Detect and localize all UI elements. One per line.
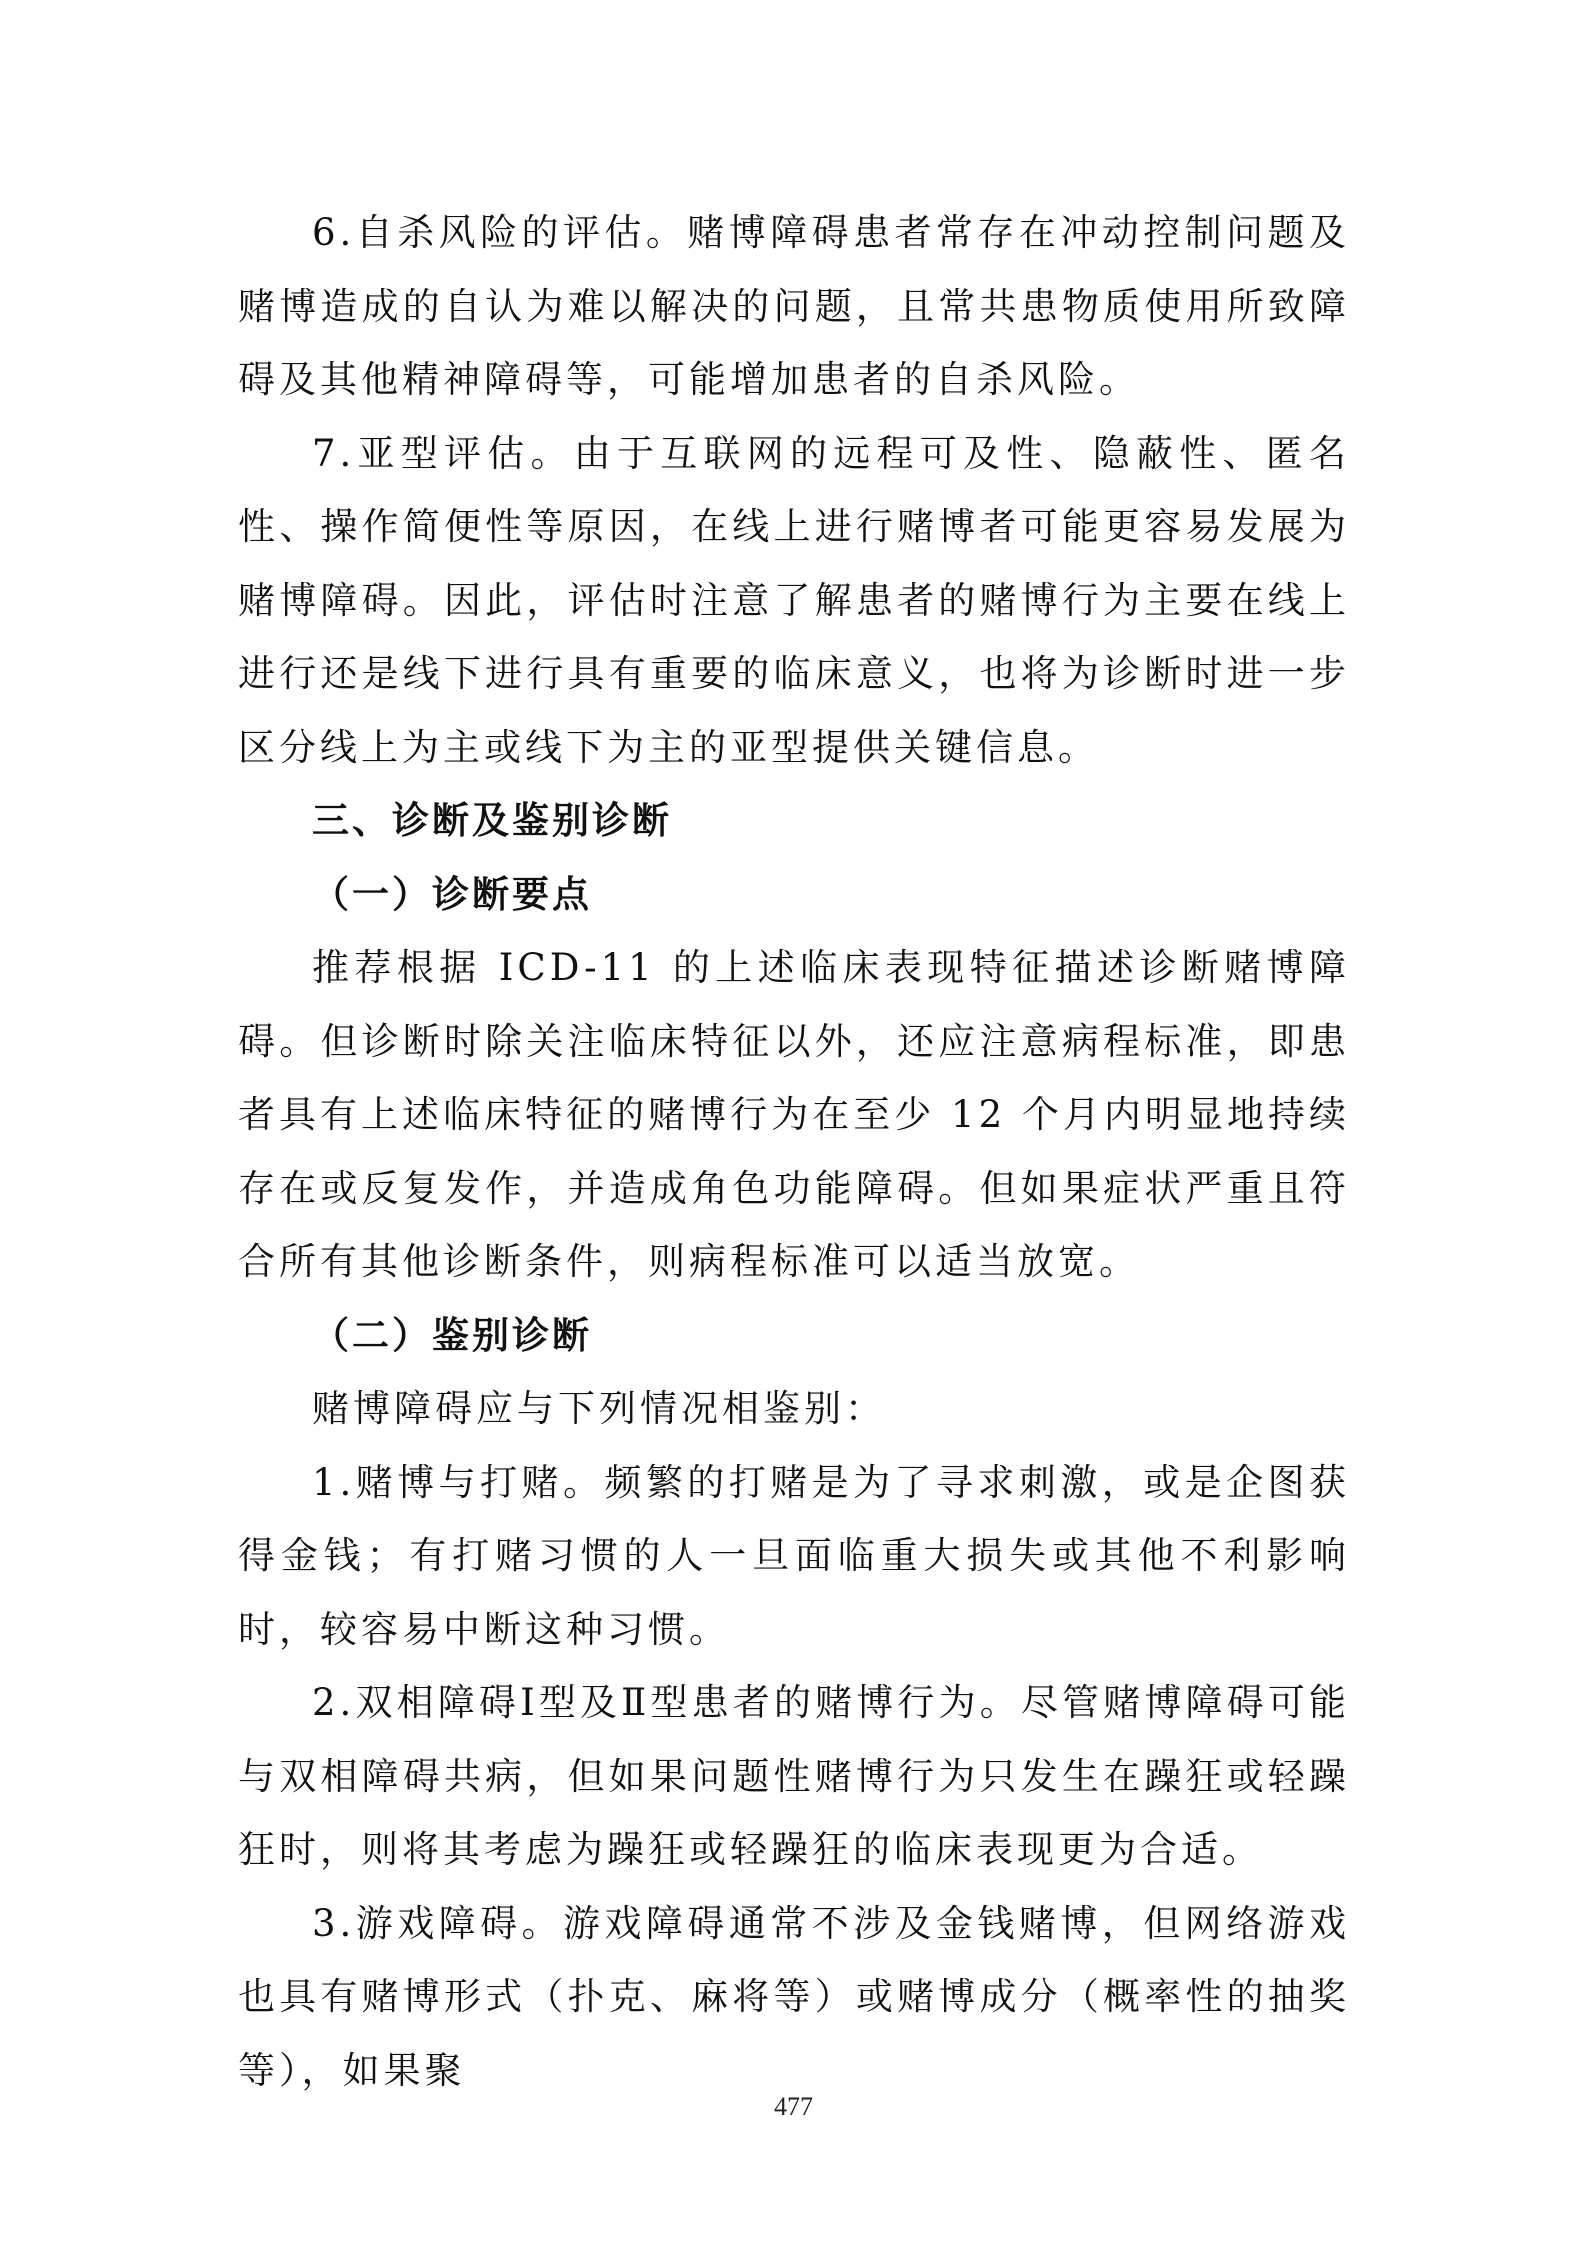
paragraph-differential-intro: 赌博障碍应与下列情况相鉴别： [312, 1387, 886, 1430]
paragraph-suicide-risk: 6.自杀风险的评估。赌博障碍患者常存在冲动控制问题及赌博造成的自认为难以解决的问题，且常共患物质使用所致障碍及其他精神障碍等，可能增加患者的自杀风险。 [238, 211, 1350, 401]
list-item-bipolar-disorder: 2.双相障碍Ⅰ型及Ⅱ型患者的赌博行为。尽管赌博障碍可能与双相障碍共病，但如果问题性赌博行为只发生在躁狂或轻躁狂时，则将其考虑为躁狂或轻躁狂的临床表现更为合适。 [238, 1681, 1350, 1871]
list-item-gambling-vs-betting: 1.赌博与打赌。频繁的打赌是为了寻求刺激，或是企图获得金钱；有打赌习惯的人一旦面临重大损失或其他不利影响时，较容易中断这种习惯。 [238, 1460, 1350, 1651]
page-number: 477 [774, 2092, 813, 2121]
subheading-differential-diagnosis: （二）鉴别诊断 [312, 1312, 592, 1357]
list-item-gaming-disorder: 3.游戏障碍。游戏障碍通常不涉及金钱赌博，但网络游戏也具有赌博形式（扑克、麻将等）或赌博成分（概率性的抽奖等），如果聚 [238, 1901, 1350, 2092]
page-body [238, 196, 1350, 2107]
paragraph-subtype-assessment: 7.亚型评估。由于互联网的远程可及性、隐蔽性、匿名性、操作简便性等原因，在线上进行赌博者可能更容易发展为赌博障碍。因此，评估时注意了解患者的赌博行为主要在线上进行还是线下进行具有重要的临床意义，也将为诊断时进一步区分线上为主或线下为主的亚型提供关键信息。 [238, 431, 1350, 769]
paragraph-diagnostic-points: 推荐根据 ICD-11 的上述临床表现特征描述诊断赌博障碍。但诊断时除关注临床特征以外，还应注意病程标准，即患者具有上述临床特征的赌博行为在至少 12 个月内明显地持续存在或反复发作，并造成角色功能障碍。但如果症状严重且符合所有其他诊断条件，则病程标准可以适当放宽。 [238, 946, 1350, 1283]
subheading-diagnostic-points: （一）诊断要点 [312, 871, 592, 916]
section-heading-diagnosis: 三、诊断及鉴别诊断 [312, 799, 672, 842]
